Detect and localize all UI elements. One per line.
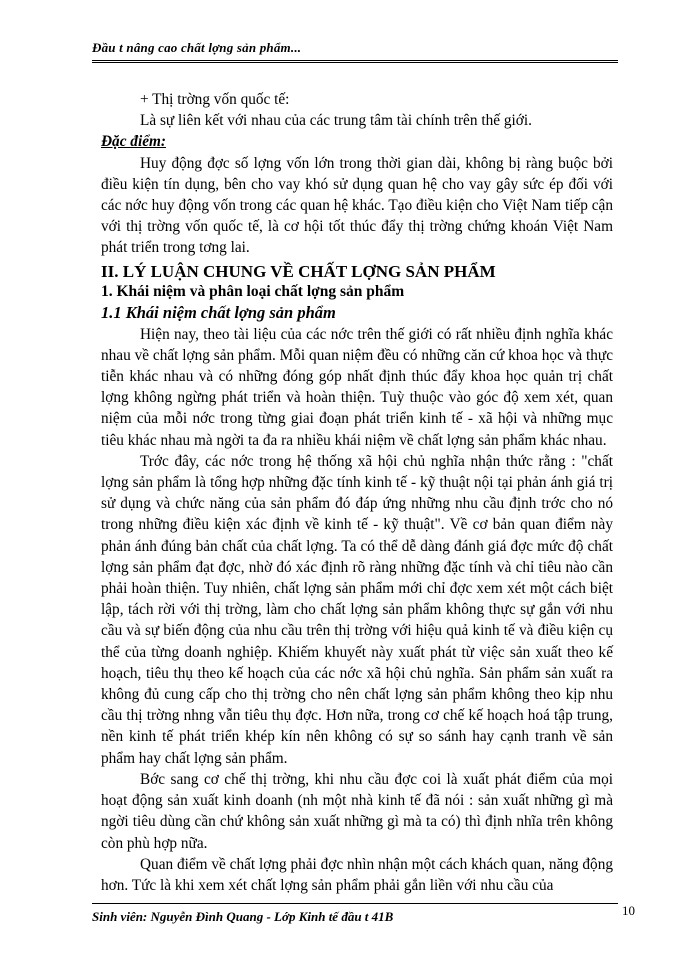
body-paragraph-4: Quan điểm về chất lợng phải đợc nhìn nhận một cách khách quan, năng động hơn. Tức là khi xem xét chất lợng sản phẩm phải gắn liền với nhu cầu của [101, 855, 613, 894]
feature-label [101, 131, 613, 152]
body-paragraph-2: Trớc đây, các nớc trong hệ thống xã hội chủ nghĩa nhận thức rằng : "chất lợng sản phẩm là tổng hợp những đặc tính kinh tế - kỹ thuật nội tại phản ánh giá trị sử dụng và chức năng của sản phẩm đó đáp ứng những nhu cầu định trớc cho nó trong những điều kiện xác định về kinh tế - kỹ thuật". Về cơ bản quan điểm này phản ánh đúng bản chất của chất lợng. Ta có thể dễ dàng đánh giá đợc mức độ chất lợng sản phẩm đạt đợc, nhờ đó xác định rõ ràng những đặc tính và chỉ tiêu nào cần phải hoàn thiện. Tuy nhiên, chất lợng sản phẩm mới chỉ đợc xem xét một cách biệt lập, tách rời với thị trờng, làm cho chất lợng sản phẩm không thực sự gắn với nhu cầu và sự biến động của nhu cầu trên thị trờng với hiệu quả kinh tế và điều kiện cụ thể của từng doanh nghiệp. Khiếm khuyết này xuất phát từ việc sản xuất theo kế hoạch, tiêu thụ theo kế hoạch của các nớc xã hội chủ nghĩa. Sản phẩm sản xuất ra không đủ cung cấp cho thị trờng cho nên chất lợng sản phẩm không theo kịp nhu cầu thị trờng nhng vẫn tiêu thụ đợc. Hơn nữa, trong cơ chế kế hoạch hoá tập trung, nền kinh tế phát triển khép kín nên không có sự so sánh hay cạnh tranh về sản phẩm hay chất lợng sản phẩm. [101, 452, 613, 767]
header-rule [92, 60, 618, 61]
running-header: Đầu t nâng cao chất lợng sản phẩm... [92, 40, 302, 55]
feature-label-text: Đặc điểm: [101, 133, 166, 151]
footer-rule [92, 903, 618, 904]
body-paragraph-3: Bớc sang cơ chế thị trờng, khi nhu cầu đợc coi là xuất phát điểm của mọi hoạt động sản xuất kinh doanh (nh một nhà kinh tế đã nói : sản xuất những gì mà ngời tiêu dùng cần chứ không sản xuất những gì mà ta có) thì định nhĩa trên không còn phù hợp nữa. [101, 770, 613, 852]
definition-paragraph: Là sự liên kết với nhau của các trung tâm tài chính trên thế giới. [140, 112, 532, 130]
subsection-heading-1: 1. Khái niệm và phân loại chất lợng sản phẩm [101, 282, 405, 300]
bullet-intl-capital-market: + Thị trờng vốn quốc tế: [140, 91, 290, 108]
subsection-heading-1-1: 1.1 Khái niệm chất lợng sản phẩm [101, 302, 336, 322]
feature-paragraph: Huy động đợc số lợng vốn lớn trong thời gian dài, không bị ràng buộc bởi điều kiện tín dụng, bên cho vay khó sử dụng quan hệ cho vay gây sức ép đối với các nớc huy động vốn trong các quan hệ khác. Tạo điều kiện cho Việt Nam tiếp cận với thị trờng vốn quốc tế, là cơ hội tốt thúc đẩy thị trờng chứng khoán Việt Nam phát triển trong tơng lai. [101, 154, 613, 257]
page-number: 10 [622, 903, 635, 918]
section-heading-ii: II. LÝ LUẬN CHUNG VỀ CHẤT LỢNG SẢN PHẨM [101, 261, 496, 281]
header-rule-double [92, 62, 618, 63]
footer-author: Sinh viên: Nguyễn Đình Quang - Lớp Kinh tế đầu t 41B [92, 909, 394, 924]
page-body [101, 89, 613, 896]
body-paragraph-1: Hiện nay, theo tài liệu của các nớc trên thế giới có rất nhiều định nghĩa khác nhau về chất lợng sản phẩm. Mỗi quan niệm đều có những căn cứ khoa học và thực tiễn khác nhau và có những đóng góp nhất định thúc đẩy khoa học quản trị chất lợng không ngừng phát triển và hoàn thiện. Tuỳ thuộc vào góc độ xem xét, quan niệm của mỗi nớc trong từng giai đoạn phát triển kinh tế - xã hội và những mục tiêu khác nhau mà ngời ta đa ra nhiều khái niệm về chất lợng sản phẩm khác nhau. [101, 325, 613, 449]
